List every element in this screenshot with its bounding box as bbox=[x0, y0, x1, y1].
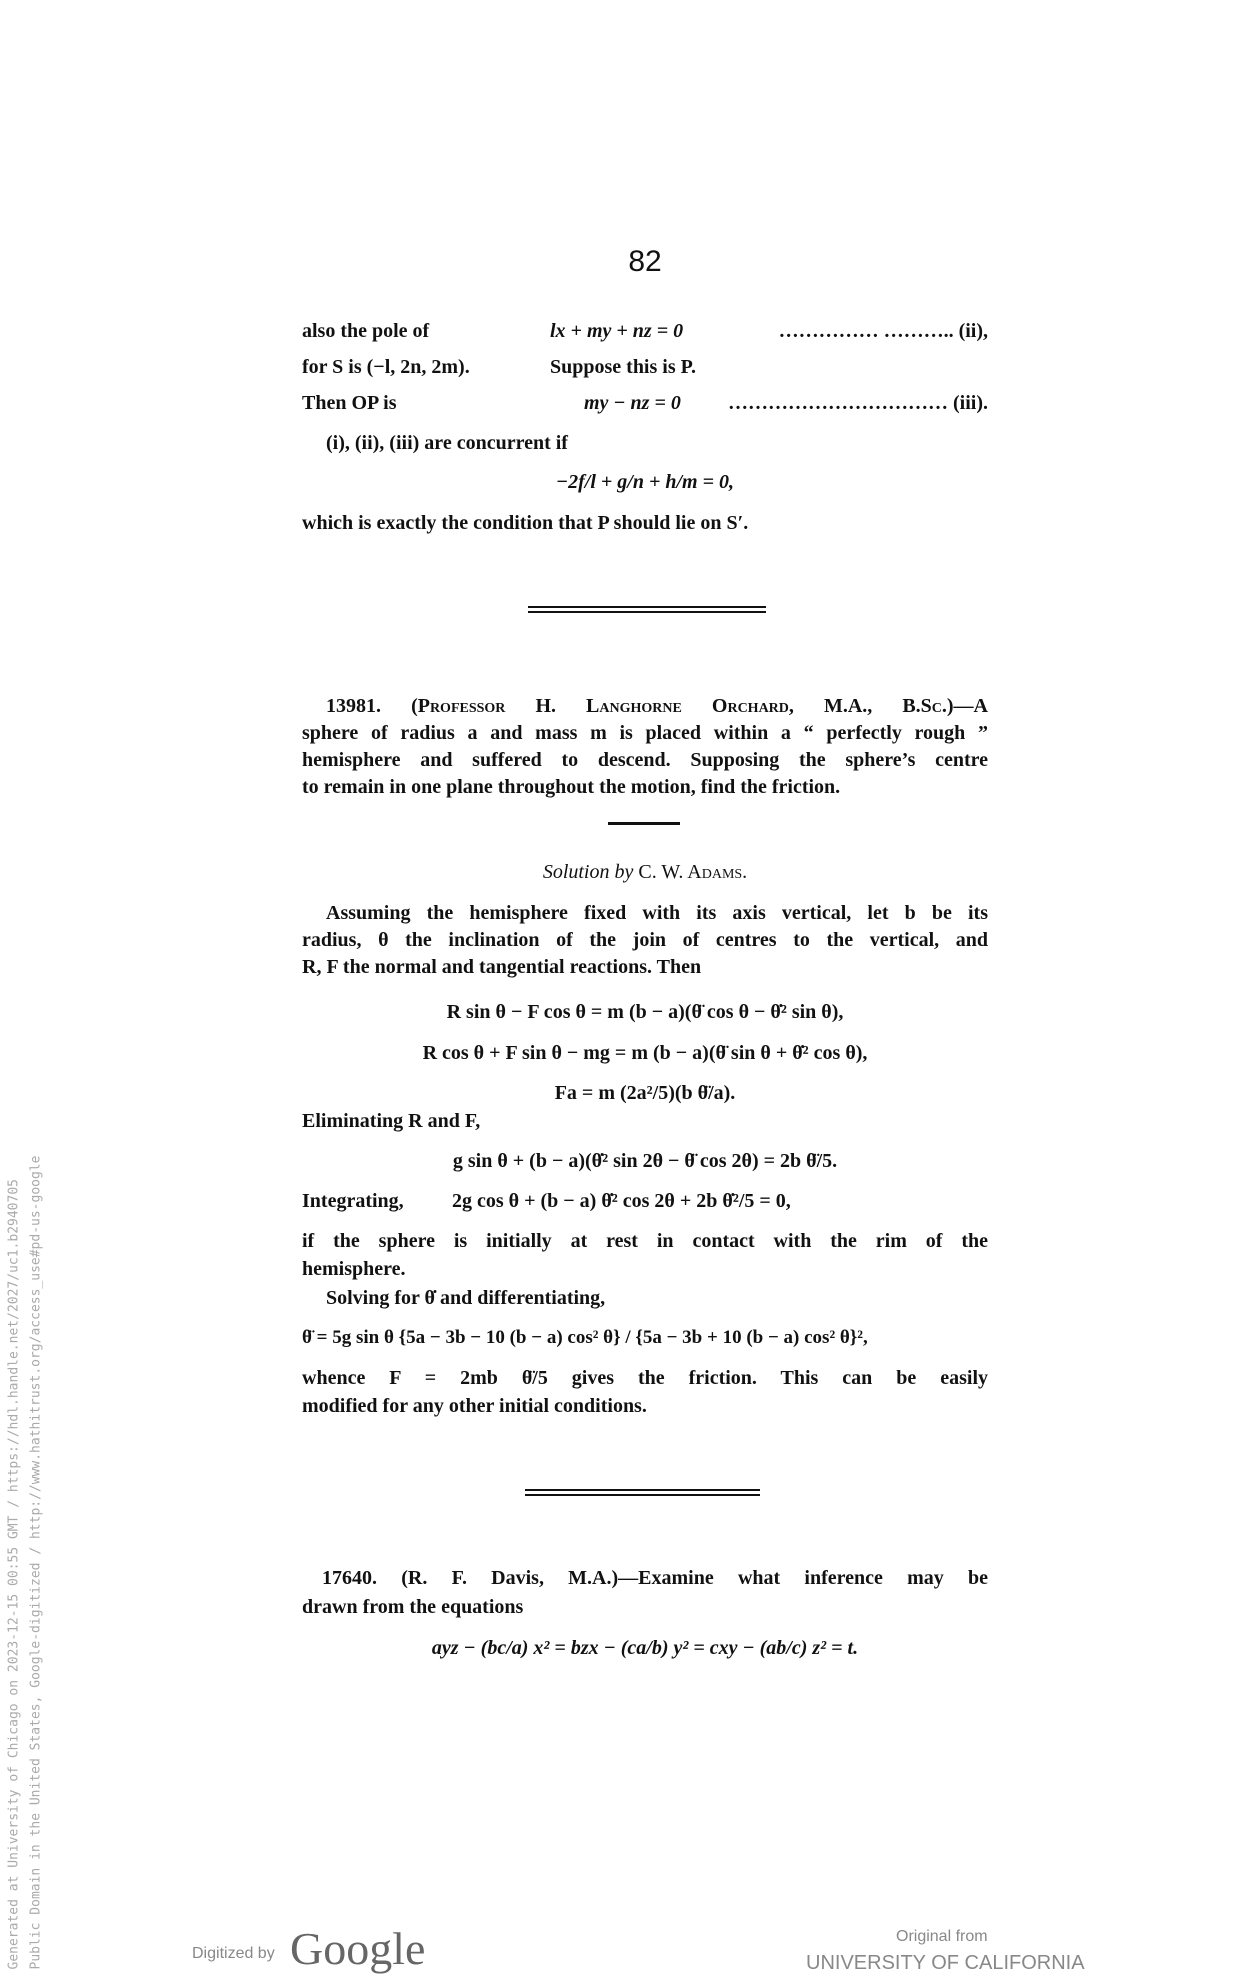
text-line: hemisphere and suffered to descend. Supposing the sphere’s centre bbox=[302, 749, 988, 771]
text-line bbox=[302, 390, 988, 416]
google-logo: Google bbox=[290, 1923, 426, 1974]
digitized-by-label: Digitized by bbox=[192, 1945, 275, 1962]
section-divider bbox=[525, 1489, 760, 1496]
equation: R cos θ + F sin θ − mg = m (b − a)(θ̈ sin θ + θ̇² cos θ), bbox=[422, 1042, 868, 1064]
equation: g sin θ + (b − a)(θ̇² sin 2θ − θ̈ cos 2θ) = 2b θ̈/5. bbox=[452, 1150, 838, 1172]
text: Then OP is bbox=[302, 392, 397, 414]
text-line: to remain in one plane throughout the motion, find the friction. bbox=[302, 776, 841, 798]
watermark bbox=[4, 995, 48, 1970]
equation: 2g cos θ + (b − a) θ̇² cos 2θ + 2b θ̇²/5 = 0, bbox=[452, 1190, 791, 1212]
solution-heading bbox=[302, 859, 988, 885]
question-author: (Professor H. Langhorne Orchard, M.A., B.Sc.)—A bbox=[411, 695, 989, 717]
equation-label: …………… ……….. (ii), bbox=[778, 320, 988, 342]
text-line: whence F = 2mb θ̈/5 gives the friction. This can be easily bbox=[302, 1367, 988, 1389]
short-divider bbox=[608, 822, 680, 825]
text-line: modified for any other initial conditions. bbox=[302, 1395, 647, 1417]
question-header bbox=[302, 693, 988, 719]
text: also the pole of bbox=[302, 320, 430, 342]
text: for S is (−l, 2n, 2m). bbox=[302, 356, 470, 378]
text-line bbox=[302, 318, 988, 344]
equation: −2f/l + g/n + h/m = 0, bbox=[556, 471, 734, 493]
equation: my − nz = 0 bbox=[584, 392, 681, 414]
text-line bbox=[302, 1188, 988, 1214]
text: Integrating, bbox=[302, 1190, 404, 1212]
text-line: drawn from the equations bbox=[302, 1596, 524, 1618]
text-line: which is exactly the condition that P should lie on S′. bbox=[302, 512, 749, 534]
text: Suppose this is P. bbox=[550, 356, 696, 378]
equation: Fa = m (2a²/5)(b θ̈/a). bbox=[554, 1082, 736, 1104]
section-divider bbox=[528, 606, 766, 613]
watermark-line: Public Domain in the United States, Google-digitized / http://www.hathitrust.org/access_use#pd-us-google bbox=[28, 1155, 44, 1970]
solver-name: C. W. Adams. bbox=[638, 861, 748, 883]
question-header bbox=[302, 1565, 988, 1591]
text-line: if the sphere is initially at rest in contact with the rim of the bbox=[302, 1230, 988, 1252]
page-number: 82 bbox=[628, 245, 662, 278]
text-line: hemisphere. bbox=[302, 1258, 406, 1280]
original-from-label: Original from bbox=[896, 1928, 988, 1945]
text-line bbox=[302, 354, 988, 380]
equation: ayz − (bc/a) x² = bzx − (ca/b) y² = cxy − (ab/c) z² = t. bbox=[431, 1637, 859, 1659]
equation-label: …………………………… (iii). bbox=[728, 392, 988, 414]
text-line: (i), (ii), (iii) are concurrent if bbox=[326, 432, 568, 454]
question-number: 13981. bbox=[326, 695, 381, 717]
text-line: radius, θ the inclination of the join of centres to the vertical, and bbox=[302, 929, 988, 951]
text-line: Assuming the hemisphere fixed with its axis vertical, let b be its bbox=[326, 902, 988, 924]
equation: R sin θ − F cos θ = m (b − a)(θ̈ cos θ − θ̇² sin θ), bbox=[446, 1001, 844, 1023]
equation: θ̈ = 5g sin θ {5a − 3b − 10 (b − a) cos² θ} / {5a − 3b + 10 (b − a) cos² θ}², bbox=[302, 1327, 868, 1348]
text-line: Eliminating R and F, bbox=[302, 1110, 481, 1132]
university-label: UNIVERSITY OF CALIFORNIA bbox=[806, 1952, 1085, 1974]
text: Solution by bbox=[542, 861, 634, 883]
question-author: (R. F. Davis, M.A.)—Examine what inference may be bbox=[401, 1567, 988, 1589]
watermark-line: Generated at University of Chicago on 2023-12-15 00:55 GMT / https://hdl.handle.net/2027/uc1.b2940705 bbox=[6, 1179, 22, 1970]
question-number: 17640. bbox=[322, 1567, 377, 1589]
text-line: Solving for θ̇ and differentiating, bbox=[326, 1287, 606, 1309]
text-line: sphere of radius a and mass m is placed within a “ perfectly rough ” bbox=[302, 722, 988, 744]
equation: lx + my + nz = 0 bbox=[550, 320, 684, 342]
text-line: R, F the normal and tangential reactions. Then bbox=[302, 956, 702, 978]
